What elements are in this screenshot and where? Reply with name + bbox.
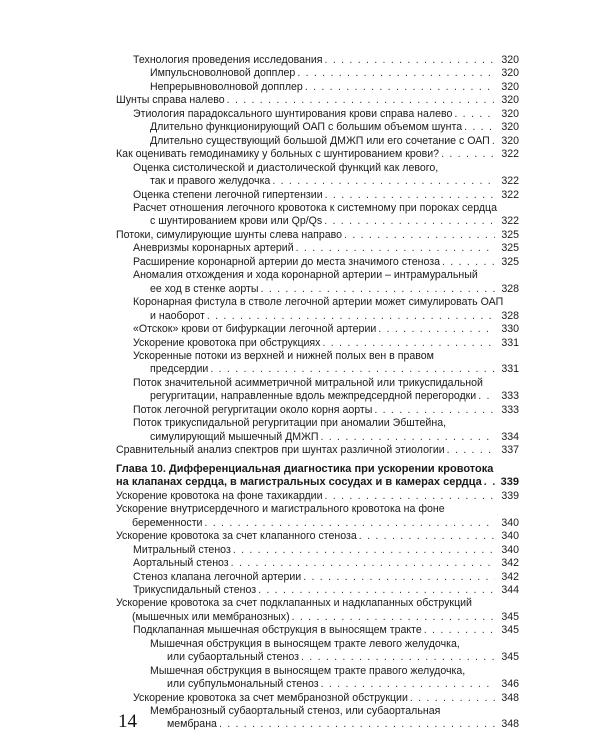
toc-entry-text: Непрерывноволновой допплер [150, 80, 303, 93]
toc-page-number: 339 [501, 489, 519, 502]
toc-entry-text: Потоки, симулирующие шунты слева направо [116, 228, 343, 241]
toc-entry-text: Этиология парадоксального шунтирования крови справа налево [133, 107, 453, 120]
toc-entry [0, 490, 600, 503]
toc-page-number: 328 [501, 282, 519, 295]
toc-entry [0, 638, 600, 665]
toc-entry [0, 296, 600, 323]
toc-entry [0, 530, 600, 543]
toc-entry-text: Мышечная обструкция в выносящем тракте левого желудочка, [150, 637, 460, 650]
toc-entry-text: Ускорение внутрисердечного и магистрального кровотока на фоне [116, 503, 445, 516]
toc-page-number: 334 [501, 430, 519, 443]
toc-entry [0, 444, 600, 457]
toc-entry-text: Аортальный стеноз [133, 557, 229, 570]
toc-entry-text: и наоборот [150, 309, 205, 322]
toc-entry-text: Длительно существующий большой ДМЖП или его сочетание с ОАП [150, 134, 490, 147]
toc-entry [0, 202, 600, 229]
toc-page-number: 322 [501, 175, 519, 188]
dot-leader [325, 490, 495, 503]
toc-entry [0, 544, 600, 557]
dot-leader [374, 404, 495, 417]
dot-leader [325, 189, 495, 202]
toc-entry-text: Митральный стеноз [133, 543, 231, 556]
dot-leader [410, 692, 495, 705]
toc-page-number: 320 [501, 80, 519, 93]
toc-entry-text: Ускоренные потоки из верхней и нижней полых вен в правом [133, 349, 434, 362]
toc-entry-text: Ускорение кровотока при обструкциях [133, 336, 321, 349]
toc-page-number: 340 [501, 543, 519, 556]
toc-entry [0, 337, 600, 350]
toc-entry-text: Глава 10. Дифференциальная диагностика при ускорении кровотока [116, 462, 494, 475]
toc-entry-text: Импульсноволновой допплер [150, 67, 296, 80]
toc-entry-text: Поток трикуспидальной регургитации при аномалии Эбштейна, [133, 417, 447, 430]
toc-page-number: 340 [501, 530, 519, 543]
dot-leader [207, 310, 495, 323]
dot-leader [303, 571, 495, 584]
toc-entry [0, 242, 600, 255]
toc-page-number: 333 [501, 390, 519, 403]
toc-entry [0, 705, 600, 732]
toc-entry [0, 571, 600, 584]
toc-entry [0, 148, 600, 161]
toc-page-number: 325 [501, 255, 519, 268]
dot-leader [424, 624, 495, 637]
toc-entry-text: Поток значительной асимметричной митральной или трикуспидальной [133, 376, 483, 389]
toc-entry-text: Поток легочной регургитации около корня аорты [133, 403, 373, 416]
toc-entry [0, 108, 600, 121]
dot-leader [447, 444, 495, 457]
toc-entry-text: мембрана [167, 718, 217, 731]
dot-leader [258, 584, 495, 597]
toc-entry-text: на клапанах сердца, в магистральных сосудах и в камерах сердца [116, 476, 482, 489]
toc-page-number: 320 [501, 67, 519, 80]
dot-leader [321, 678, 495, 691]
dot-leader [320, 431, 495, 444]
toc-page-number: 345 [501, 624, 519, 637]
toc-page-number: 325 [501, 242, 519, 255]
dot-leader [231, 557, 495, 570]
toc-entry-text: «Отскок» крови от бифуркации легочной артерии [133, 323, 377, 336]
toc-entry-text: Мембранозный субаортальный стеноз, или субаортальная [150, 705, 441, 718]
toc-entry-text: Ускорение кровотока за счет клапанного стеноза [116, 530, 357, 543]
toc-entry-text: Длительно функционирующий ОАП с большим объемом шунта [150, 121, 463, 134]
toc-entry-text: Аневризмы коронарных артерий [133, 242, 294, 255]
toc-page-number: 328 [501, 309, 519, 322]
toc-page-number: 331 [501, 363, 519, 376]
toc-page-number: 342 [501, 557, 519, 570]
dot-leader [305, 81, 495, 94]
toc-entry [0, 557, 600, 570]
toc-entry [0, 323, 600, 336]
dot-leader [233, 544, 495, 557]
dot-leader [442, 256, 495, 269]
toc-entry-text: или субпульмональный стеноз [167, 678, 319, 691]
toc-entry-text: Как оценивать гемодинамику у больных с шунтированием крови? [116, 148, 440, 161]
toc-page-number: 320 [501, 94, 519, 107]
toc-chapter-heading [0, 463, 600, 490]
toc-entry-text: Ускорение кровотока за счет мембранозной обструкции [133, 691, 408, 704]
page-number: 14 [118, 711, 137, 732]
toc-page-number: 346 [501, 678, 519, 691]
dot-leader [301, 651, 495, 664]
toc-entry [0, 229, 600, 242]
toc-page-number: 348 [501, 718, 519, 731]
toc-entry-text: Ускорение кровотока на фоне тахикардии [116, 489, 323, 502]
toc-entry [0, 256, 600, 269]
dot-leader [296, 242, 495, 255]
toc-entry [0, 584, 600, 597]
toc-entry-text: регургитации, направленные вдоль межпредсердной перегородки [150, 390, 477, 403]
dot-leader [219, 718, 495, 731]
dot-leader [344, 229, 495, 242]
toc-page-number: 322 [501, 188, 519, 201]
toc-entry-text: Аномалия отхождения и хода коронарной артерии – интрамуральный [133, 269, 478, 282]
dot-leader [454, 108, 495, 121]
toc-entry-text: ее ход в стенке аорты [150, 282, 259, 295]
toc-entry-text: Трикуспидальный стеноз [133, 583, 257, 596]
dot-leader [261, 283, 495, 296]
toc-entry-text: Подклапанная мышечная обструкция в выносящем тракте [133, 624, 422, 637]
toc-entry [0, 665, 600, 692]
dot-leader [227, 94, 495, 107]
dot-leader [272, 175, 495, 188]
toc-page-number: 342 [501, 570, 519, 583]
toc-page-number: 345 [501, 610, 519, 623]
toc-page-number: 340 [501, 516, 519, 529]
dot-leader [484, 476, 495, 490]
toc-entry-text: Стеноз клапана легочной артерии [133, 570, 302, 583]
dot-leader [204, 517, 495, 530]
dot-leader [359, 530, 495, 543]
toc-entry-text: Расчет отношения легочного кровотока к системному при пороках сердца [133, 201, 497, 214]
toc-entry [0, 54, 600, 67]
toc-entry-text: Расширение коронарной артерии до места значимого стеноза [133, 255, 441, 268]
toc-entry-text: Технология проведения исследования [133, 54, 323, 66]
toc-entry [0, 503, 600, 530]
toc-entry [0, 624, 600, 637]
toc-page-number: 320 [501, 54, 519, 66]
toc-page-number: 344 [501, 583, 519, 596]
toc-entry-text: Ускорение кровотока за счет подклапанных и надклапанных обструкций [116, 597, 472, 610]
dot-leader [441, 148, 495, 161]
toc-entry-text: так и правого желудочка [150, 175, 271, 188]
toc-page-number: 348 [501, 691, 519, 704]
toc-page-number: 320 [501, 134, 519, 147]
dot-leader [492, 135, 495, 148]
dot-leader [292, 611, 495, 624]
toc-entry-text: или субаортальный стеноз [167, 651, 299, 664]
toc-page-number: 333 [501, 403, 519, 416]
toc-entry-text: беременности [132, 516, 203, 529]
toc-page-number: 345 [501, 651, 519, 664]
toc-entry [0, 404, 600, 417]
dot-leader [464, 121, 495, 134]
toc-page-number: 322 [501, 148, 519, 161]
toc-page-number: 320 [501, 121, 519, 134]
toc-page-number: 331 [501, 336, 519, 349]
toc-entry [0, 692, 600, 705]
toc-page-number: 320 [501, 107, 519, 120]
toc-entry [0, 121, 600, 134]
toc-entry [0, 350, 600, 377]
toc-page-number: 337 [501, 444, 519, 457]
dot-leader [378, 323, 495, 336]
toc-entry [0, 94, 600, 107]
toc-entry-text: Оценка степени легочной гипертензии [133, 188, 323, 201]
toc-entry [0, 67, 600, 80]
toc-entry [0, 162, 600, 189]
toc-entry [0, 189, 600, 202]
toc-entry-text: Коронарная фистула в стволе легочной артерии может симулировать ОАП [133, 296, 504, 309]
toc-page-number: 330 [501, 323, 519, 336]
dot-leader [324, 215, 495, 228]
toc-entry [0, 417, 600, 444]
toc-page-number: 339 [500, 476, 519, 489]
toc-entry [0, 269, 600, 296]
toc-entry-text: Сравнительный анализ спектров при шунтах различной этиологии [116, 444, 445, 457]
toc-entry [0, 377, 600, 404]
toc-page-number: 322 [501, 215, 519, 228]
dot-leader [210, 363, 495, 376]
toc-entry-text: с шунтированием крови или Qp/Qs [150, 215, 323, 228]
toc-entry-text: симулирующий мышечный ДМЖП [150, 430, 319, 443]
dot-leader [322, 337, 495, 350]
dot-leader [297, 67, 495, 80]
toc-entry [0, 135, 600, 148]
toc-entry [0, 597, 600, 624]
toc-entry-text: (мышечных или мембранозных) [132, 610, 290, 623]
toc-entry-text: Мышечная обструкция в выносящем тракте правого желудочка, [150, 664, 466, 677]
toc-page-number: 325 [501, 228, 519, 241]
table-of-contents [0, 54, 600, 732]
toc-entry-text: Оценка систолической и диастолической функций как левого, [133, 161, 439, 174]
toc-entry-text: Шунты справа налево [116, 94, 225, 107]
dot-leader [478, 390, 495, 403]
toc-entry-text: предсердии [150, 363, 209, 376]
dot-leader [325, 54, 495, 67]
toc-entry [0, 81, 600, 94]
